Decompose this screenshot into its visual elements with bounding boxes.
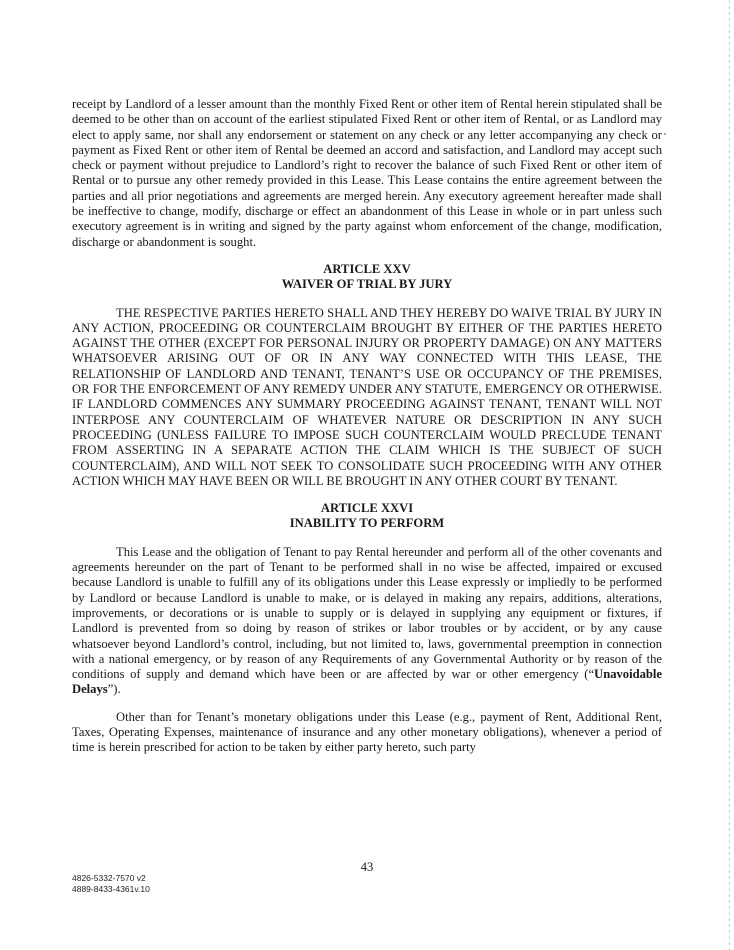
jury-waiver-paragraph: THE RESPECTIVE PARTIES HERETO SHALL AND THEY HEREBY DO WAIVE TRIAL BY JURY IN ANY ACTION, PROCEEDING OR COUNTERCLAIM BROUGHT BY EITHER OF THE PARTIES HERETO AGAINST THE OTHER (EXCEPT FOR PERSONAL INJURY OR PROPERTY DAMAGE) ON ANY MATTERS WHATSOEVER ARISING OUT OF OR IN ANY WAY CONNECTED WITH THIS LEASE, THE RELATIONSHIP OF LANDLORD AND TENANT, TENANT’S USE OR OCCUPANCY OF THE PREMISES, OR FOR THE ENFORCEMENT OF ANY REMEDY UNDER ANY STATUTE, EMERGENCY OR OTHERWISE. IF LANDLORD COMMENCES ANY SUMMARY PROCEEDING AGAINST TENANT, TENANT WILL NOT INTERPOSE ANY COUNTERCLAIM OF WHATEVER NATURE OR DESCRIPTION IN ANY SUCH PROCEEDING (UNLESS FAILURE TO IMPOSE SUCH COUNTERCLAIM WOULD PRECLUDE TENANT FROM ASSERTING IN A SEPARATE ACTION THE CLAIM WHICH IS THE SUBJECT OF SUCH COUNTERCLAIM), AND WILL NOT SEEK TO CONSOLIDATE SUCH PROCEEDING WITH ANY OTHER ACTION WHICH MAY HAVE BEEN OR WILL BE BROUGHT IN ANY OTHER COURT BY TENANT. — [72, 305, 662, 488]
article-xxv-heading — [72, 262, 662, 293]
scan-edge-line — [729, 0, 730, 950]
defined-term: Unavoidable Delays — [72, 667, 662, 697]
article-number: ARTICLE XXVI — [320, 501, 414, 516]
inability-text-end: ”). — [107, 682, 121, 697]
article-number: ARTICLE XXV — [323, 261, 411, 276]
scan-speck — [664, 133, 666, 135]
monetary-obligations-paragraph: Other than for Tenant’s monetary obligations under this Lease (e.g., payment of Rent, Additional Rent, Taxes, Operating Expenses, maintenance of insurance and any other monetary obligations), whenever a period of time is herein prescribed for action to be taken by either party hereto, such party — [72, 709, 662, 755]
article-title: WAIVER OF TRIAL BY JURY — [281, 277, 453, 292]
document-page — [72, 97, 662, 756]
page-number: 43 — [360, 860, 374, 874]
doc-id: 4826-5332-7570 v2 — [72, 873, 146, 883]
inability-text: This Lease and the obligation of Tenant to pay Rental hereunder and perform all of the other covenants and agreements hereunder on the part of Tenant to be performed shall in no wise be affected, impaired or excused because Landlord is unable to fulfill any of its obligations under this Lease expressly or impliedly to be performed by Landlord or because Landlord is unable to make, or is delayed in making any repairs, additions, alterations, improvements, or decorations or is unable to supply or is delayed in supplying any equipment or fixtures, if Landlord is prevented from so doing by reason of strikes or labor troubles or by accident, or by any cause whatsoever beyond Landlord’s control, including, but not limited to, laws, governmental preemption in connection with a national emergency, or by reason of any Requirements of any Governmental Authority or by reason of the conditions of supply and demand which have been or are affected by war or other emergency (“ — [72, 544, 662, 682]
article-title: INABILITY TO PERFORM — [289, 516, 445, 531]
doc-id: 4889-8433-4361v.10 — [72, 884, 150, 894]
article-xxvi-heading — [72, 501, 662, 532]
inability-paragraph — [72, 545, 662, 698]
document-ids — [72, 873, 150, 895]
lease-paragraph-continued: receipt by Landlord of a lesser amount than the monthly Fixed Rent or other item of Rental herein stipulated shall be deemed to be other than on account of the earliest stipulated Fixed Rent or other item of Rental, or as Landlord may elect to apply same, nor shall any endorsement or statement on any check or any letter accompanying any check or payment as Fixed Rent or other item of Rental be deemed an accord and satisfaction, and Landlord may accept such check or payment without prejudice to Landlord’s right to recover the balance of such Fixed Rent or other item of Rental or to pursue any other remedy provided in this Lease. This Lease contains the entire agreement between the parties and all prior negotiations and agreements are merged herein. Any executory agreement hereafter made shall be ineffective to change, modify, discharge or effect an abandonment of this Lease in whole or in part unless such executory agreement is in writing and signed by the party against whom enforcement of the change, modification, discharge or abandonment is sought. — [72, 97, 662, 249]
